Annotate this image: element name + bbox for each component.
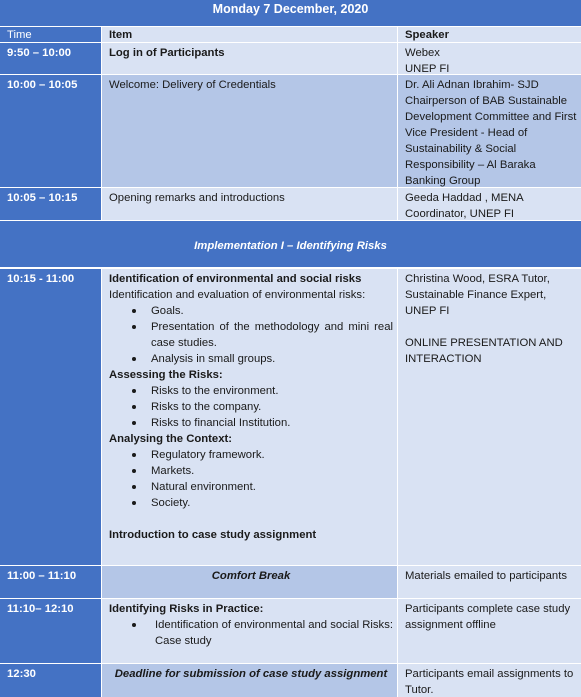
list-item: Goals. [109, 303, 393, 319]
row-speaker: Participants email assignments to Tutor. [398, 664, 581, 697]
context-heading: Analysing the Context: [109, 433, 233, 445]
header-speaker: Speaker [398, 27, 581, 42]
row-time: 12:30 [0, 664, 101, 697]
table-row [0, 74, 581, 187]
table-row [0, 565, 581, 598]
header-time: Time [0, 27, 101, 42]
row-time: 9:50 – 10:00 [0, 43, 101, 74]
list-item: Risks to the company. [109, 399, 393, 415]
closing-text: Introduction to case study assignment [109, 529, 317, 541]
header-item: Item [102, 27, 397, 42]
list-item: Regulatory framework. [109, 447, 393, 463]
practice-heading: Identifying Risks in Practice: [109, 603, 264, 615]
speaker-line: UNEP FI [405, 63, 450, 74]
table-row [0, 187, 581, 220]
row-item: Comfort Break [102, 566, 397, 598]
list-item: Society. [109, 495, 393, 511]
bullet-list [109, 447, 393, 511]
row-time: 10:15 - 11:00 [0, 269, 101, 565]
table-row [0, 663, 581, 697]
list-item: Presentation of the methodology and mini real case studies. [109, 319, 393, 351]
row-speaker: Geeda Haddad , MENA Coordinator, UNEP FI [398, 188, 581, 220]
list-item: Risks to financial Institution. [109, 415, 393, 431]
row-time: 11:10– 12:10 [0, 599, 101, 663]
session-intro: Identification and evaluation of environmental risks: [109, 289, 366, 301]
session-content [102, 269, 397, 565]
row-speaker: Materials emailed to participants [398, 566, 581, 598]
table-row [0, 598, 581, 663]
list-item: Natural environment. [109, 479, 393, 495]
header-row [0, 26, 581, 42]
agenda-title: Monday 7 December, 2020 [0, 0, 581, 26]
assess-heading: Assessing the Risks: [109, 369, 223, 381]
row-item: Welcome: Delivery of Credentials [102, 75, 397, 187]
section-title: Implementation I – Identifying Risks [194, 240, 387, 252]
bullet-list [109, 383, 393, 431]
list-item: Risks to the environment. [109, 383, 393, 399]
row-item [102, 599, 397, 663]
speaker-text: Christina Wood, ESRA Tutor, Sustainable Finance Expert, UNEP FI [405, 273, 550, 317]
row-speaker [398, 43, 581, 74]
row-speaker: Participants complete case study assignment offline [398, 599, 581, 663]
row-time: 10:05 – 10:15 [0, 188, 101, 220]
row-speaker: Dr. Ali Adnan Ibrahim- SJD Chairperson of BAB Sustainable Development Committee and First Vice President - Head of Sustainability & Social Responsibility – Al Baraka Banking Group [398, 75, 581, 187]
list-item: Markets. [109, 463, 393, 479]
row-item: Log in of Participants [102, 43, 397, 74]
session-heading: Identification of environmental and social risks [109, 273, 362, 285]
row-speaker [398, 269, 581, 565]
speaker-line: Webex [405, 47, 440, 59]
list-item: Analysis in small groups. [109, 351, 393, 367]
row-time: 11:00 – 11:10 [0, 566, 101, 598]
row-item: Deadline for submission of case study assignment [102, 664, 397, 697]
section-row [0, 220, 581, 268]
table-row [0, 42, 581, 74]
bullet-list [109, 303, 393, 367]
session-block [0, 268, 581, 565]
bullet-list [109, 617, 393, 649]
row-time: 10:00 – 10:05 [0, 75, 101, 187]
speaker-note: ONLINE PRESENTATION AND INTERACTION [405, 337, 563, 365]
list-item: Identification of environmental and social Risks: Case study [109, 617, 393, 649]
row-item: Opening remarks and introductions [102, 188, 397, 220]
